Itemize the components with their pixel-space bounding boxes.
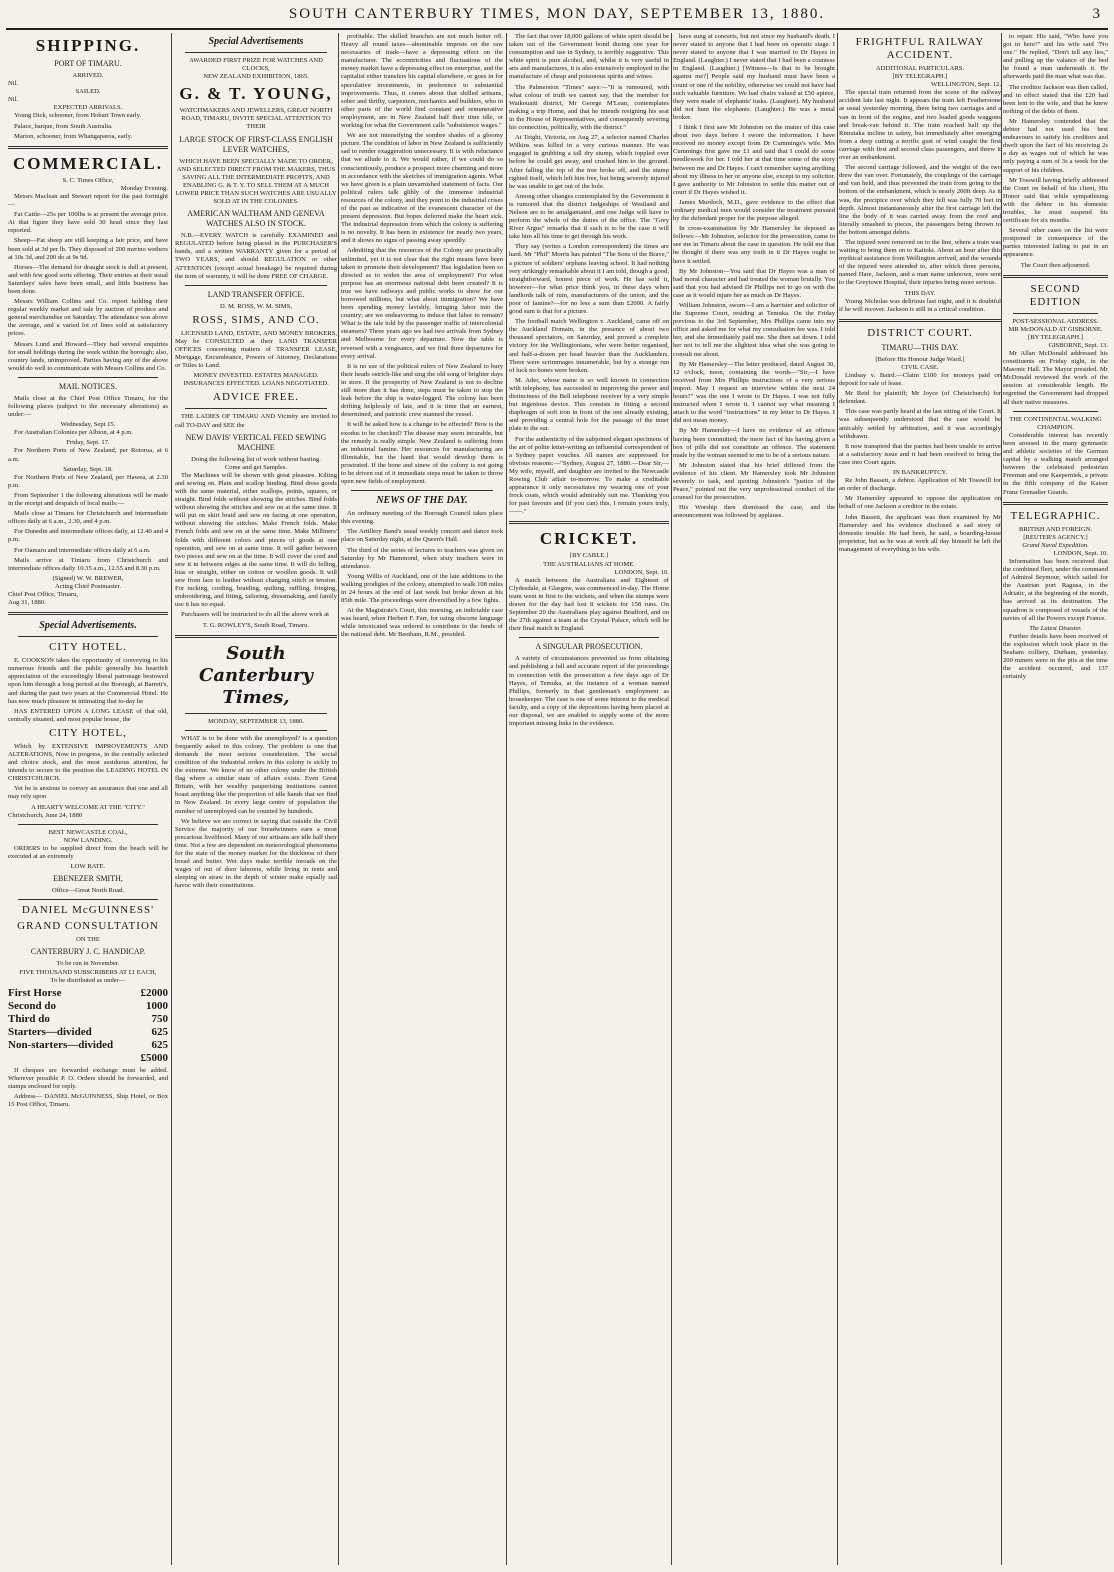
news-paragraph: The Artillery Band's usual weekly concert and dance took place on Saturday night, at the Queen's Hall. <box>341 528 503 544</box>
prize-amount: 625 <box>151 1038 168 1051</box>
prize-total: £5000 <box>140 1051 168 1064</box>
news-paragraph: At Teight, Victoria, on Aug 27, a selector named Charles Wilkins was killed in a very curious manner. He was engaged in grubbing a tall dry stump, which toppled over before he could get away, and crushed him to the ground. After falling the top of the tree broke off, and the stump righted itself, which left him free, but being severely injured he was unable to get out of the hole. <box>509 134 669 190</box>
naval-paragraph: Information has been received that the combined fleet, under the command of Admiral Seymour, which sailed for the Austrian port Ragusa, in the Adriatic, at the beginning of the month, has arrived at its destination. The squadron is composed of vessels of the navies of all the Powers except France. <box>1003 557 1108 622</box>
commercial-paragraph: Horses—The demand for draught stock is dull at present, and with few good sorts offering. Their entries at their usual Saturdays' sales have been small, and little business has been done. <box>8 263 168 295</box>
railway-paragraph: Young Nicholas was delirious last night, and it is doubtful if he will recover. Jackson is still in a critical condition. <box>839 297 1001 313</box>
prize-row <box>8 1000 168 1013</box>
railway-paragraph: The second carriage followed, and the weight of the two drew the van over. Fortunately, the couplings of the carriage and van held, and thus prevented the train from going to the bottom of the embankment, which is nearly 200ft deep. As it was, the precipice over which they fell was fully 70 feet in depth. Almost instantaneously after the first carriage left the line the body of it was carried away from the roof and literally smashed to pieces, the passengers being thrown to the bottom amongst debris. <box>839 164 1001 236</box>
special-ads-heading: Special Advertisements <box>208 36 304 47</box>
young-subheading: WATCHMAKERS AND JEWELLERS, GREAT NORTH ROAD, TIMARU, INVITE SPECIAL ATTENTION TO THEIR <box>179 107 333 131</box>
commercial-heading: COMMERCIAL. <box>13 153 163 173</box>
masthead <box>0 0 1114 28</box>
news-paragraph: The third of the series of lectures to teachers was given on Saturday by Mr Hammond, when sixty teachers were in attendance. <box>341 546 503 570</box>
sewing-intro: THE LADIES OF TIMARU AND Vicinity are invited to call TO-DAY and SEE the <box>175 413 337 429</box>
prosecution-paragraph: William Johnston, sworn—I am a barrister and solicitor of the Supreme Court, residing at Temuka. On the Friday previous to the 3rd September, Mrs Phillips came into my office and asked me for what my consultation fee was. I told her, and she immediately paid me. She then sat down. I told her not to tell me the slightest idea what she was going to consult me about. <box>673 302 835 358</box>
young-paragraph: WHICH HAVE BEEN SPECIALLY MADE TO ORDER, AND SELECTED DIRECT FROM THE MAKERS, THUS SAVING ALL THE INTERMEDIATE PROFITS, AND ENABLING G. & T. Y. TO SELL THEM AT A MUCH LOWER PRICE THAN SUCH WATCHES ARE USUALLY SOLD AT IN THE COLONIES. <box>175 157 337 206</box>
editorial-paragraph: WHAT is to be done with the unemployed? is a question frequently asked in this colony. The problem is one that demands the most serious consideration. The social condition of the industrial orders in this colony is sickly in the extreme. We know of no other colony under the British flag where a similar state of affairs exists. Even Great Britain, with her wealthy pauperising institutions cannot boast anything like the proportion of idle hands that we find in New Zealand. In every large centre of population the number of unemployed can be counted by hundreds. <box>175 734 337 815</box>
mail-signature: (Signed) W. W. BREWER, <box>52 574 124 582</box>
land-partners: D. M. ROSS, W. M. SIMS, <box>219 302 292 310</box>
court-paragraph: Mr Hamersley appeared to oppose the application on behalf of one Jackson a creditor in the estate. <box>839 495 1001 511</box>
section-rule <box>8 612 168 615</box>
railway-heading: FRIGHTFUL RAILWAY ACCIDENT. <box>855 36 985 61</box>
column-rule <box>506 33 507 1565</box>
city-hotel-welcome: A HEARTY WELCOME AT THE "CITY." <box>31 803 145 811</box>
special-ads-heading: Special Advertisements. <box>39 620 137 632</box>
masthead-title: SOUTH CANTERBURY TIMES, MON DAY, SEPTEMBER 13, 1880. <box>288 6 826 22</box>
sewing-machine-name: NEW DAVIS' VERTICAL FEED SEWING MACHINE <box>185 432 327 452</box>
news-paragraph: For the authenticity of the subjoined elegant specimens of the art of polite letter-writing an influential correspondent of a Sydney paper vouches. All names are suppressed for obvious reasons:—"Sydney, August 27, 1880.—Dear Sir,—My wife, myself, and daughter are invited to the Newcastle Rowing Club affair to-morrow. To make a creditable appearance it only necessitates my wearing one of your frock coats, which would admirably suit me. Thanking you for past favours and (if you can) this, I remain yours truly,——." <box>509 435 669 516</box>
prize-label: First Horse <box>8 986 62 999</box>
section-rule <box>18 824 158 825</box>
column-1 <box>8 33 168 1565</box>
cricket-byline: [BY CABLE.] <box>569 552 609 560</box>
young-nb: N.B.—EVERY WATCH is carefully EXAMINED and REGULATED before being placed in the PURCHASER'S hands, and a written WARRANTY given for a period of TWO YEARS, and should REGULATION or other ATTENTION (except actual breakage) be required during the term of warranty, it will be done FREE OF CHARGE. <box>175 232 337 280</box>
prosecution-paragraph: Mr Johnston stated that his brief differed from the evidence of his client. Mr Hamersley took Mr Johnston severely to task, and quoting Johnston's "justice of the Peace," pointed out the very unprofessional conduct of the counsel for the prosecution. <box>673 461 835 502</box>
news-paragraph: The Palmerston "Times" says:—"It is rumoured, with what colour of truth we cannot say, that the member for Waikouaiti district, Mr George M'Lean, contemplates making a trip Home, and that he intends resigning his seat in the House of Representatives, and consequently severing his connection, politically, with the district." <box>509 83 669 132</box>
young-american: AMERICAN WALTHAM AND GENEVA WATCHES ALSO IN STOCK. <box>187 209 325 229</box>
prize-table <box>8 987 168 1065</box>
news-paragraph: M. Ader, whose name is so well known in connection with telephony, has succeeded in improving the power and distinctness of the Bell telephone receiver by a very simple but ingenious device. This consists in fitting a second diaphragm of soft iron in front of the one already existing, and providing a central hole for the passage of the inner plate to the ear. <box>509 376 669 433</box>
section-rule <box>351 490 493 491</box>
commercial-paragraph: Messrs William Collins and Co. report holding their regular weekly market and sale by auction of produce and general merchandise on Saturday. The attendance was above the average, and a varied lot of lines sold at satisfactory prices. <box>8 298 168 338</box>
mail-paragraph: From September 1 the following alterations will be made in the receipt and despatch of local mails:— <box>8 491 168 508</box>
court-paragraph: The creditor Jackson was then called, and in effect stated that the £20 had been lent to the wife, and that he knew nothing of the debts of them. <box>1003 83 1108 115</box>
sewing-end: Purchasers will be instructed to do all the above work at <box>181 611 329 619</box>
column-rule <box>171 33 172 1565</box>
coal-paragraph: ORDERS to be supplied direct from the beach will be executed at an extremely <box>8 844 168 861</box>
commercial-paragraph: Messrs Maclean and Stewart report for the past fortnight— <box>8 192 168 209</box>
column-rule <box>1001 33 1002 1565</box>
section-rule <box>1003 502 1108 505</box>
paper-date: MONDAY, SEPTEMBER 13, 1880. <box>208 717 304 725</box>
city-hotel-paragraph: Yet he is anxious to convey an assurance that one and all may rely upon <box>8 785 168 801</box>
mail-date: Wednesday, Sept 15. <box>60 421 116 429</box>
post-session-heading: POST-SESSIONAL ADDRESS. <box>1012 317 1099 325</box>
port-line: PORT OF TIMARU. <box>54 59 122 68</box>
mail-paragraph: For Australian Colonies per Albion, at 4 p.m. <box>14 429 134 437</box>
court-adjourned: The Court then adjourned. <box>1020 261 1091 269</box>
consultation-advertiser: DANIEL McGUINNESS' <box>21 904 155 917</box>
sailed-label: SAILED. <box>75 88 101 96</box>
expected-item: Palace, barque, from South Australia. <box>14 122 113 130</box>
cricket-paragraph: A match between the Australians and Eighteen of Clydesdale, at Glasgow, was commenced to-day. The Home team went in first to the wickets, and when the stumps were drawn for the day had lost 8 wickets for 158 runs. On September 20 the Australians play against Bradford, and on the 27th against a team at the Crystal Palace, which will be their final match in England. <box>509 576 669 633</box>
commercial-paragraph: Fat Cattle—25s per 100lbs is at present the average price. At that figure they have sold 30 head since they last reported. <box>8 211 168 235</box>
editorial-paragraph: It is no use of the political rulers of New Zealand to bury their heads ostrich-like and sing the old song of brighter days in store. If the prosperity of New Zealand is not to decline still more than it has done, steps must be taken to stop the leak before the ship is water-logged. The colony has been drifting helplessly of late, and it is time that an earnest, determined, and patriotic crew manned the vessel. <box>341 362 503 419</box>
reuters-byline: [REUTER'S AGENCY.] <box>1023 533 1088 541</box>
section-rule <box>1013 313 1098 314</box>
consultation-title: GRAND CONSULTATION <box>17 920 159 933</box>
section-rule <box>185 713 327 714</box>
sewing-list: The Machines will be shown with great pleasure. Kilting and sewing on. Plain and scallop binding. Bind dress goods with the same material, either scallops, points, squares, or straight. Bind folds without showing the stitches. Bind folds without showing the stitches and sew on at the same time. It will put on skirt braid and sew on facing at one operation, without showing the stitches. Make French folds. Make French folds and sew on at the same time. Make Milliners' folds with different colors and pieces of goods at one operation, and sew on at same time. It will gather between two pieces and sew on at the time. It will cover the cord and sew it in between edges at the same time. It will do felling, bias or straight, either on cotton or woollen goods. It will sew from lace to leather without changing stitch or tension. For tucking, cording, braiding, quilting, ruffling, fringing, embroidering, and fitting, tailoring, dressmaking, and family use it has no equal. <box>175 471 337 609</box>
railway-dateline: WELLINGTON, Sept. 12. <box>930 81 1001 89</box>
commercial-paragraph: Messrs Lund and Howard—They had several enquiries for small holdings during the week within the borough; also, country lands, unimproved. Parties having any of the above would do well to communicate with Messrs Collins and Co. <box>8 340 168 372</box>
news-paragraph: The fact that over 18,000 gallons of white spirit should be taken out of the Government bond during one year for consumption and use in Sydney, is terribly suggestive. This white spirit is pure alcohol, and, whilst it is very useful in arts and manufactures, it is also extensively employed in the manufacture of cheap and poisonous spirits and wines. <box>509 33 669 81</box>
news-paragraph: Young Willis of Auckland, one of the late additions to the walking prodigies of the colony, attempted to walk 108 miles in 24 hours at the end of last week but broke down at his 85th mile. The proceedings were diversified by a few fights. <box>341 572 503 605</box>
land-paragraph: LICENSED LAND, ESTATE, AND MONEY BROKERS, May be CONSULTED at their LAND TRANSFER OFFICES concerning matters of TRANSFER LEASE, Mortgage, Encumbrance, Powers of Attorney, Declarations or Titles to Land. <box>175 329 337 370</box>
expected-heading: EXPECTED ARRIVALS. <box>53 104 123 112</box>
editorial-paragraph: We believe we are correct in saying that outside the Civil Service the majority of our breadwinners earn a most precarious livelihood. Many of our artisans are idle half their time. Not a few are dependent on meteorological phenomena for the state of the money market for the thickness of their bread and butter. Wet days make terrible inroads on the wages of out of door laborers, while living in tents and sleeping on straw in the depth of winter make equally sad havoc with their constitutions. <box>175 817 337 890</box>
mail-paragraph: Mails close at the Chief Post Office Timaru, for the following places (subject to the necessary alterations) as under:— <box>8 394 168 419</box>
city-hotel-date: Christchurch, June 24, 1880 <box>8 811 83 819</box>
court-paragraph: This case was partly heard at the last sitting of the Court. It was subsequently understood that the case would be amicably settled by arbitration, and it was accordingly withdrawn. <box>839 408 1001 440</box>
news-paragraph: The football match Wellington v. Auckland, came off on the Auckland Domain, in the presence of about two thousand spectators, on Saturday, and proved a complete victory for the Wellingtonians, who were better organised, and half-a-dozen per head heavier than the Aucklanders. There were scrimmages innumerable, but by a strange run of luck no bones were broken. <box>509 318 669 374</box>
mcdonald-heading: MR McDONALD AT GISBORNE. <box>1008 325 1103 333</box>
court-paragraph: John Bassett, the applicant was then examined by Mr Hamersley and his evidence disclosed a sad story of domestic trouble. He had been, he said, a boarding-house proprietor, but as he was at work all day himself he left the management of everything to his wife. <box>839 513 1001 553</box>
prosecution-paragraph: A variety of circumstances prevented us from obtaining and publishing a full and accurate report of the proceedings in connection with the prosecution a few days ago of Dr Hayes, of Temuka, at the instance of a woman named Phillips, formerly in that gentleman's employment as housekeeper. The case is one of some interest to the medical faculty, and a copy of the depositions having been placed at our disposal, we are enabled to supply some of the more important missing links in the evidence. <box>509 655 669 728</box>
editorial-paragraph: We are not intensifying the sombre shades of a gloomy picture. The condition of labor in New Zealand is sufficiently sad to render exaggeration unnecessary. It is with reluctance that we allude to it. We would rather, if we could do so conscientiously, produce a prospect more charming and more in accordance with the sketches of immigration agents. What we have given is a plain unvarnished statement of facts. Our political rulers talk glibly of the immense industrial resources of the colony, and they point to the industrial crises of the past as indicative of the evanescent character of the present depression. But bopes deferred make the heart sick. The industrial depression from which the colony is suffering is no novelty. It has been in existence for nearly two years, and it shows no signs of passing away speedily. <box>341 132 503 245</box>
land-transfer-heading: LAND TRANSFER OFFICE. <box>207 289 305 299</box>
expected-item: Young Dick, schooner, from Hobart Town early. <box>14 112 142 120</box>
mail-signature: Aug 31, 1880. <box>8 599 46 607</box>
sailed-value: Nil. <box>8 96 19 104</box>
coal-subheading: NOW LANDING. <box>63 836 113 844</box>
prosecution-paragraph: I think I first saw Mr Johnston on the matter of this case about two days before I swore the information. I have received no money except from Dr Cummings's wife. Mrs Cummings first gave me £1 and said that I could do some needlework for her. I told her at that time some of the story between me and Dr Hayes. I can't remember saying anything about my illness to her or anyone else, except to my solicitor. I gave authority to Mr Johnston to settle this matter out of court if Dr Hayes wished it. <box>673 124 835 196</box>
young-firm-name: G. & T. YOUNG, <box>179 84 333 104</box>
coal-merchant-name: EBENEZER SMITH, <box>53 874 123 884</box>
arrived-label: ARRIVED. <box>72 72 104 79</box>
prosecution-paragraph: By Mr Johnston—You said that Dr Hayes was a man of bad moral character and had treated the woman brutally. You said that you had advised Dr Phillips not to go on with the case as it would injure her as much as Dr Hayes. <box>673 267 835 299</box>
section-rule <box>185 52 327 53</box>
prize-row <box>8 1039 168 1052</box>
coal-heading: BEST NEWCASTLE COAL, <box>48 828 128 836</box>
sewing-shop: T. G. ROWLEY'S, South Road, Timaru. <box>202 621 310 629</box>
section-rule <box>8 146 168 149</box>
mcdonald-byline: [BY TELEGRAPH.] <box>1028 333 1083 341</box>
mail-heading: MAIL NOTICES. <box>59 381 117 391</box>
railway-paragraph: The special train returned from the scene of the railway accident late last night. It appears the train left Featherstone as usual yesterday morning, there being two carriages and a van in front of the engine, and two loaded goods waggons and break-van behind it. The train reached half up the Rimutaka incline in safety, but immediately after emerging from a deep cutting a terrific gust of wind caught the first carriage with first and second class passengers, and threw it over an embankment. <box>839 89 1001 162</box>
prize-award-line: AWARDED FIRST PRIZE FOR WATCHES AND CLOCKS, <box>189 57 323 73</box>
cricket-heading: CRICKET. <box>539 529 639 549</box>
land-services: MONEY INVESTED. ESTATES MANAGED. INSURANCES EFFECTED. LOANS NEGOTIATED. <box>183 372 329 388</box>
news-paragraph: An ordinary meeting of the Borough Council takes place this evening. <box>341 510 503 526</box>
young-stock: LARGE STOCK OF FIRST-CLASS ENGLISH LEVER WATCHES, <box>179 134 333 154</box>
prize-row <box>8 1026 168 1039</box>
prize-label: Non-starters—divided <box>8 1038 114 1051</box>
disaster-paragraph: Further details have been received of the explosion which took place in the Seaham colliery, Durham, yesterday. 200 miners were in the pits at the time the accident occurred, and 137 certainly <box>1003 632 1108 681</box>
column-4 <box>509 33 669 1565</box>
mcdonald-dateline: GISBORNE, Sept. 13. <box>1048 341 1108 349</box>
prosecution-paragraph: James Murdoch, M.D., gave evidence to the effect that ordinary medical men would consider the treatment pursued by the defendant proper for the purpose alleged. <box>673 198 835 223</box>
prosecution-paragraph: By Mr Hamersley—I have no evidence of an offence having been committed; the mere fact of his having given a box of pills did not constitute an offence. The statement made by the woman seemed to me to be of a serious nature. <box>673 427 835 459</box>
court-judge: [Before His Honour Judge Ward.] <box>875 355 965 363</box>
mail-paragraph: Mails close at Timaru for Christchurch and intermediate offices daily at 6 a.m., 2.30, and 4 p.m. <box>8 510 168 526</box>
court-heading: DISTRICT COURT. <box>867 326 973 339</box>
mail-paragraph: For Dunedin and intermediate offices daily, at 12.40 and 4 p.m. <box>8 528 168 544</box>
section-rule <box>1003 275 1108 278</box>
column-2 <box>175 33 337 1565</box>
column-rule <box>671 33 672 1565</box>
court-paragraph: Mr Tosswill having briefly addressed the Court on behalf of his client, His Honor said that while sympathising with the debtor in his domestic troubles, he must suspend his certificate for six months. <box>1003 176 1108 225</box>
section-rule <box>185 408 327 409</box>
court-paragraph: Several other cases on the list were postponed in consequence of the parties interested failing to put in an appearance. <box>1003 227 1108 259</box>
section-rule <box>185 285 327 286</box>
court-paragraph: Re John Bassett, a debtor. Application of Mr Tosswill for an order of discharge. <box>839 477 1001 493</box>
section-rule <box>509 521 669 524</box>
consultation-event: CANTERBURY J. C. HANDICAP. <box>30 947 146 957</box>
court-paragraph: It now transpired that the parties had been unable to arrive at a satisfactory issue and it had been resolved to bring the case into Court again. <box>839 442 1001 466</box>
mail-paragraph: For Oamaru and intermediate offices daily at 6 a.m. <box>14 546 151 554</box>
paper-title: South Canterbury Times, <box>199 642 313 708</box>
page-number: 3 <box>1092 6 1100 22</box>
sewing-samples: Come and get Samples. <box>224 463 288 471</box>
railway-paragraph: The injured were removed on to the line, where a train was waiting to bring them on to Kaitoki. About an hour after this mythical assistance from Wellington arrived, and the wounds of the injured were attended to, after which three persons, named Hare, Jackson, and a man name unknown, were sent to the Greytown Hospital, their injuries being more serious. <box>839 238 1001 287</box>
news-paragraph: They say (writes a London correspondent) the times are hard. Mr "Phil" Morris has painted "The Sons of the Brave," a picture of soldiers' orphans leaving school. It had nothing very strikingly remarkable about it I am told, though a good, straightforward, honest piece of work. He has sold it, however—for what price think you, in these days when landlords talk of ruin, manufacturers of the union, and the poor of famine?—for no less a sum than £2000. A fairly good sum is that for a picture. <box>509 243 669 316</box>
mail-signature: Chief Post Office, Timaru, <box>8 590 79 598</box>
mail-date: Friday, Sept. 17. <box>66 439 110 447</box>
section-rule <box>18 636 158 637</box>
mail-date: Saturday, Sept. 18. <box>63 465 113 473</box>
city-hotel-paragraph: Which by EXTENSIVE IMPROVEMENTS AND ALTERATIONS, Now in progress, in the centrally selected and choice stock, and the most assiduous attention, he intends to secure to the position the LEADING HOTEL IN CHRISTCHURCH. <box>8 742 168 783</box>
consultation-on: ON THE <box>76 936 100 944</box>
coal-address: Office—Great North Road. <box>51 887 125 895</box>
prize-amount: £2000 <box>140 986 168 999</box>
expected-item: Marion, schooner, from Whangaparoa, early. <box>14 132 133 140</box>
commercial-paragraph: Sheep—Fat sheep are still keeping a fair price, and have been sold at 3d per lb. They disposed of 200 merino wethers at 10s 3d, and 200 do at 9s 9d. <box>8 237 168 261</box>
second-edition-heading: SECOND EDITION <box>1029 282 1082 308</box>
editorial-paragraph: Admitting that the resources of the Colony are practically unlimited, yet it is not clear that the right means have been taken to promote their development? Has legislation been so directed as to widen the area of employment? For what purpose has an enormous national debt been created? It is true we have railways and public works to show for our borrowed millions, but what about immigration? We have been spending money lavishly, bringing labor into the country; are we endeavoring to induce that labor to remain? What is the tale told by the passenger traffic of intercolonial steamers? Three years ago we had two arrivals from Sydney and Melbourne for every departure. Now the table is reversed with a vengeance, and we find three departures for every arrival. <box>341 247 503 360</box>
court-civil: CIVIL CASE. <box>901 363 939 371</box>
disaster-heading: The Latest Disaster. <box>1029 624 1082 632</box>
naval-dateline: LONDON, Sept. 10. <box>1053 549 1108 557</box>
section-rule <box>185 730 327 731</box>
consultation-paragraph: If cheques are forwarded exchange must be added. Wherever possible P. O. Orders should be forwarded, and stamps enclosed for reply. <box>8 1066 168 1090</box>
naval-heading: Grand Naval Expedition. <box>1022 541 1089 549</box>
masthead-rule <box>6 28 1108 30</box>
prosecution-paragraph: By Mr Hamersley—The letter produced, dated August 30, 12 o'clock, noon, containing the words—"Sir,—I have received from Mrs Phillips instructions of a very serious import. May I request an interview within the next 24 hours?" was the one I wrote to Dr Hayes. I was not fully instructed when I wrote it. I cannot say what meaning I attach to the word "instructions" in my letter to Dr Hayes. I did not mean money. <box>673 360 835 425</box>
mail-paragraph: For Northern Ports of New Zealand, per Rotorua, at 6 a.m. <box>8 447 168 463</box>
coal-low-rate: LOW RATE. <box>70 863 106 871</box>
court-bankruptcy: IN BANKRUPTCY. <box>892 469 948 477</box>
prize-label: Starters—divided <box>8 1025 92 1038</box>
column-3 <box>341 33 503 1565</box>
prosecution-heading: A SINGULAR PROSECUTION. <box>535 642 643 652</box>
consultation-distribution: To be distributed as under— <box>50 976 126 984</box>
column-rule <box>338 33 339 1565</box>
prize-amount: 1000 <box>146 999 168 1012</box>
railway-subheading: ADDITIONAL PARTICULARS. <box>875 65 965 72</box>
court-paragraph: Mr Hamersley contended that the debtor had not used his best endeavours to satisfy his creditors and dwelt upon the fact of his receiving 2s a day as wages out of which he was only paying a sum of 3s a week for the support of his children. <box>1003 117 1108 174</box>
walking-paragraph: Considerable interest has recently been aroused in the many gymnastic and athletic societies of the German capital by a walking match arranged between the celebrated pedestrian Freeman and one Kaeperniek, a private in the fifth company of the Kaiser Franz Grenadier Guards. <box>1003 431 1108 496</box>
column-5 <box>673 33 835 1565</box>
city-hotel-paragraph: E. COOKSON takes the opportunity of conveying to his numerous friends and the public generally his heartfelt appreciation of the exceedingly liberal patronage bestowed upon him through a long period at the Borough, at Barrett's, and during the past two years at the Commercial Hotel. He has now much pleasure in intimating that to-day he <box>8 657 168 705</box>
railway-this-day: THIS DAY. <box>904 289 936 297</box>
cricket-dateline: LONDON, Sept. 10. <box>614 568 669 576</box>
prosecution-paragraph: In cross-examination by Mr Hamersley he deposed as follows:—Mr Johnston, solicitor for the prosecution, came to see me in Timaru about the case in question. He told me that he thought if there was any truth in it Dr Hayes ought to have it settled. <box>673 225 835 265</box>
shipping-heading: SHIPPING. <box>35 36 141 55</box>
editorial-paragraph: profitable. The skilled branches are not much better off. Heavy all round taxes—abominable imposts on the raw necessaries of trade—have a depressing effect on the manufacturer. The eccentricities and fluctuations of the money market have a depressing effect on enterprise, and the capitalist either transfers his capital elsewhere, or goes in for speculative investments, in preference to substantial improvements. Thus, it comes about that skilled artisans, sober and thrifty, carpenters, mechanics and builders, who in other parts of the world find constant and remunerative employment, are in New Zealand half their time idle, or working for what the Government calls "subsistence wages." <box>341 33 503 130</box>
prize-row <box>8 987 168 1000</box>
land-advice: ADVICE FREE. <box>213 391 299 404</box>
walking-heading: THE CONTINENTAL WALKING CHAMPION. <box>1009 415 1102 431</box>
cricket-subheading: THE AUSTRALIANS AT HOME. <box>543 560 635 568</box>
column-7 <box>1003 33 1108 1565</box>
section-rule <box>18 899 158 900</box>
court-paragraph: Mr Reid for plaintiff; Mr Joyce (of Christchurch) for defendant. <box>839 390 1001 406</box>
sewing-subline: Doing the following list of work without basting. <box>191 455 321 463</box>
city-hotel-name: CITY HOTEL, <box>49 726 127 739</box>
news-heading: NEWS OF THE DAY. <box>376 495 468 507</box>
railway-byline: [BY TELEGRAPH.] <box>892 73 948 81</box>
court-subheading: TIMARU—THIS DAY. <box>881 342 959 352</box>
mail-paragraph: Mails arrive at Timaru from Christchurch and intermediate offices daily 10.35 a.m., 12.55 and 8.30 p.m. <box>8 556 168 572</box>
mail-signature: Acting Chief Postmaster. <box>54 582 122 590</box>
commercial-dateline: Monday Evening. <box>120 184 168 192</box>
editorial-paragraph: It will be asked how is a change to be effected? How is the exodus to be checked? The disease may seem incurable, but the remedy is really simple. New Zealand is suffering from an industrial famine. Her resources for manufacturing are illimitable, but the hand that would develop them is prostrated. If the bone and sinew of the colony is not going to be driven out of it immediate steps must be taken to throw open new fields of employment. <box>341 421 503 486</box>
city-hotel-paragraph: HAS ENTERED UPON A LONG LEASE of that old, centrally situated, and most popular house, the <box>8 707 168 723</box>
consultation-run: To be run in November. <box>56 960 120 968</box>
mail-paragraph: For Northern Ports of New Zealand, per Hawea, at 2.30 p.m. <box>8 473 168 489</box>
city-hotel-heading: CITY HOTEL. <box>49 641 127 654</box>
consultation-subscribers: FIVE THOUSAND SUBSCRIBERS AT £1 EACH, <box>19 968 157 976</box>
prize-amount: 750 <box>151 1012 168 1025</box>
section-rule <box>1013 411 1098 412</box>
mcdonald-paragraph: Mr Allan McDonald addressed his constituents on Friday night, in the Masonic Hall. The Mayor presided. Mr McDonald reviewed the work of the session at considerable length. He regretted the Government had dropped all their native measures. <box>1003 350 1108 406</box>
british-foreign-heading: BRITISH AND FOREIGN. <box>1018 525 1093 533</box>
section-rule <box>18 377 158 378</box>
column-6 <box>839 33 1001 1565</box>
telegraphic-heading: TELEGRAPHIC. <box>1010 509 1101 522</box>
commercial-dateline: S. C. Times Office, <box>62 176 114 184</box>
section-rule <box>519 637 659 638</box>
court-paragraph: Lindsay v. Baird.—Claim £100 for moneys paid on deposit for sale of lease. <box>839 372 1001 388</box>
section-rule <box>839 319 1001 322</box>
prize-label: Third do <box>8 1012 50 1025</box>
prize-row <box>8 1013 168 1026</box>
prize-award-line: NEW ZEALAND EXHIBITION, 1865. <box>203 73 309 81</box>
consultation-address: Address— DANIEL McGUINNESS, Ship Hotel, or Box 15 Post Office, Timaru. <box>8 1092 168 1109</box>
prize-amount: 625 <box>151 1025 168 1038</box>
news-paragraph: Among other changes contemplated by the Government it is rumored that the district Judgeships of Westland and Nelson are to be amalgamated, and one Judge will have to perform the whole of the duties of the office. The "Grey River Argus" remarks that if such is to be the case it will take him all his time to get through his work. <box>509 192 669 241</box>
news-paragraph: At the Magistrate's Court, this morning, an indictable case was heard, when Herbert F. Farr, for using obscene language while intoxicated was ordered to contribute to the funds of the national debt. Mr Beetham, R.M., presided. <box>341 607 503 639</box>
column-rule <box>837 33 838 1565</box>
arrived-value: Nil. <box>8 80 19 88</box>
section-rule <box>175 635 337 638</box>
land-firm: ROSS, SIMS, AND CO. <box>192 313 320 326</box>
prize-label: Second do <box>8 999 56 1012</box>
prosecution-paragraph: have sung at concerts, but not since my husband's death. I never stated to anyone that I had been on operatic stage. I never stated to anyone that I was married to Dr Hayes in England. (Laughter.) I never stated that I had been a countess in England. (Laughter.) [Witness—Is that to be brought against me?] People said my husband must have been a count or one of the nobility, otherwise we could not have had such valuable furniture. We had chairs valued at £50 apiece, they were made of elephants' tusks. (Laughter). My husband did not hunt the elephants. (Laughter.) He was a metal broker. <box>673 33 835 121</box>
court-paragraph: to repair. His said, "Who have you got in here?" and his wife said "No one." He replied, "Don't tell any lies," and pulling up the valance of the bed he found a man underneath it. He afterwards paid the man what was due. <box>1003 33 1108 81</box>
prosecution-paragraph: His Worship then dismissed the case, and the announcement was followed by applause. <box>673 504 835 520</box>
